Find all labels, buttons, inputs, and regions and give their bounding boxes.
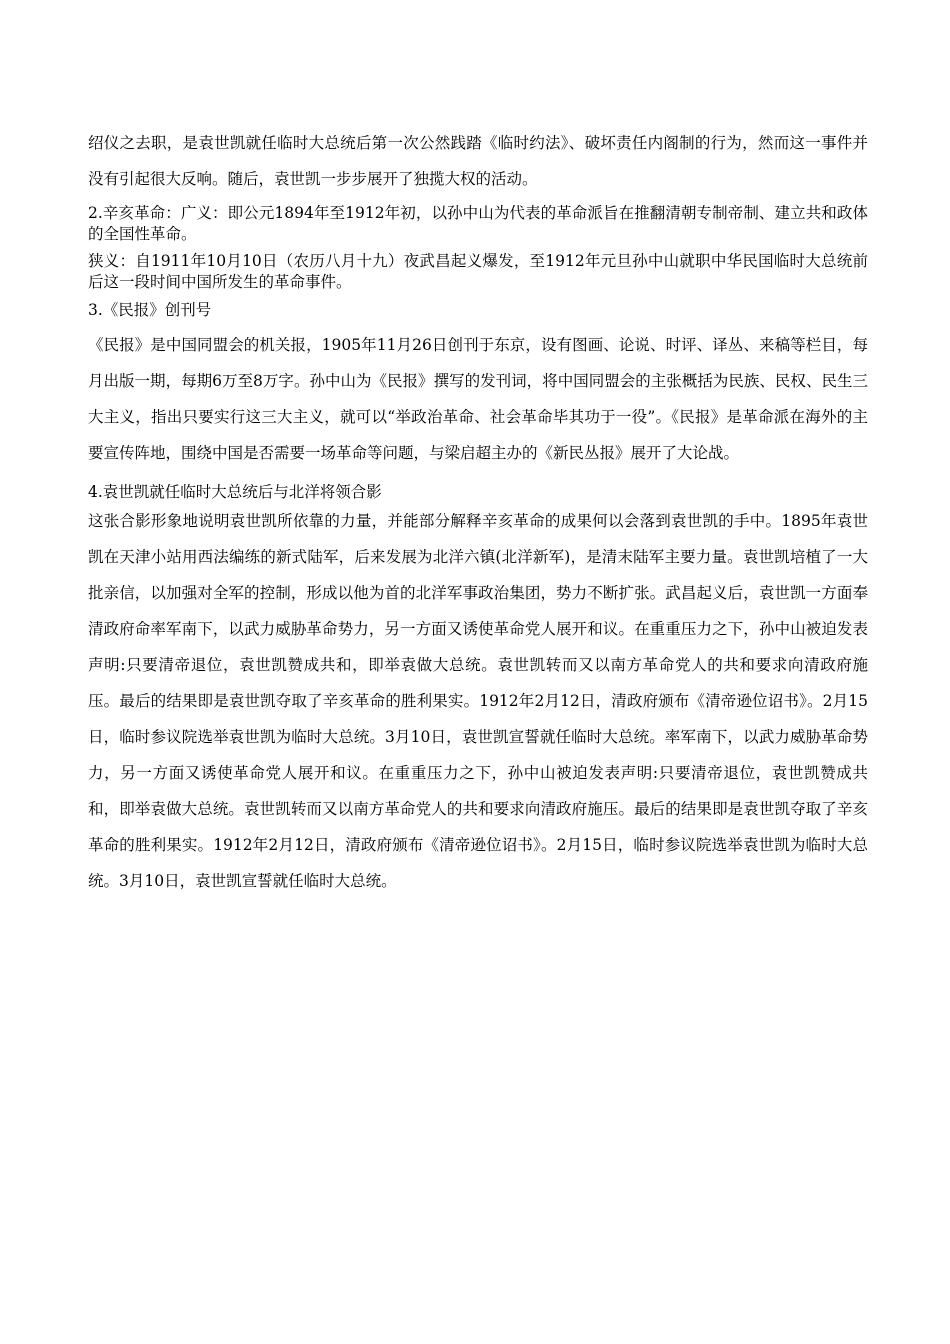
item2-narrow-definition: 狭义：自1911年10月10日（农历八月十九）夜武昌起义爆发，至1912年元旦孙中山就职中华民国临时大总统前后这一段时间中国所发生的革命事件。	[88, 252, 868, 291]
item2-broad-definition: 2.辛亥革命：广义：即公元1894年至1912年初，以孙中山为代表的革命派旨在推翻清朝专制帝制、建立共和政体的全国性革命。	[88, 204, 868, 243]
item3-body: 《民报》是中国同盟会的机关报，1905年11月26日创刊于东京，设有图画、论说、时评、译丛、来稿等栏目，每月出版一期，每期6万至8万字。孙中山为《民报》撰写的发刊词，将中国同盟会的主张概括为民族、民权、民生三大主义，指出只要实行这三大主义，就可以“举政治革命、社会革命毕其功于一役”。《民报》是革命派在海外的主要宣传阵地，围绕中国是否需要一场革命等问题，与梁启超主办的《新民丛报》展开了大论战。	[88, 336, 868, 462]
document-page	[88, 125, 868, 899]
item3-heading: 3.《民报》创刊号	[88, 301, 212, 319]
item4-body: 这张合影形象地说明袁世凯所依靠的力量，并能部分解释辛亥革命的成果何以会落到袁世凯的手中。1895年袁世凯在天津小站用西法编练的新式陆军，后来发展为北洋六镇(北洋新军)，是清末陆军主要力量。袁世凯培植了一大批亲信，以加强对全军的控制，形成以他为首的北洋军事政治集团，势力不断扩张。武昌起义后，袁世凯一方面奉清政府命率军南下，以武力威胁革命势力，另一方面又诱使革命党人展开和议。在重重压力之下，孙中山被迫发表声明:只要清帝退位，袁世凯赞成共和，即举袁做大总统。袁世凯转而又以南方革命党人的共和要求向清政府施压。最后的结果即是袁世凯夺取了辛亥革命的胜利果实。1912年2月12日，清政府颁布《清帝逊位诏书》。2月15日，临时参议院选举袁世凯为临时大总统。3月10日，袁世凯宣誓就任临时大总统。率军南下，以武力威胁革命势力，另一方面又诱使革命党人展开和议。在重重压力之下，孙中山被迫发表声明:只要清帝退位，袁世凯赞成共和，即举袁做大总统。袁世凯转而又以南方革命党人的共和要求向清政府施压。最后的结果即是袁世凯夺取了辛亥革命的胜利果实。1912年2月12日，清政府颁布《清帝逊位诏书》。2月15日，临时参议院选举袁世凯为临时大总统。3月10日，袁世凯宣誓就任临时大总统。	[88, 512, 868, 890]
item4-heading: 4.袁世凯就任临时大总统后与北洋将领合影	[88, 483, 382, 501]
intro-paragraph: 绍仪之去职，是袁世凯就任临时大总统后第一次公然践踏《临时约法》、破坏责任内阁制的行为，然而这一事件并没有引起很大反响。随后，袁世凯一步步展开了独揽大权的活动。	[88, 134, 868, 188]
